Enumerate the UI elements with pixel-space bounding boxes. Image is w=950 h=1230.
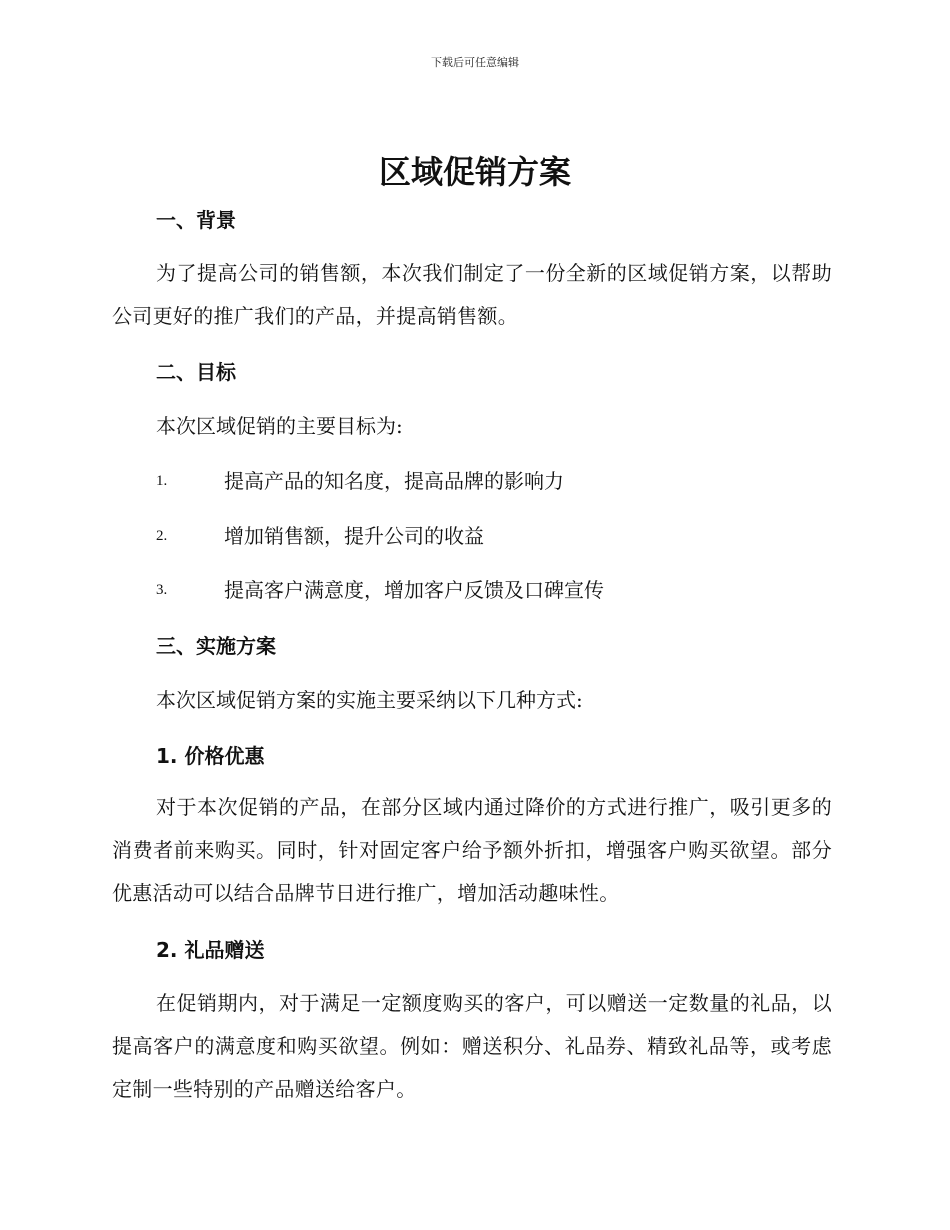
goal-list-item xyxy=(112,576,876,604)
goals-intro: 本次区域促销的主要目标为: xyxy=(156,414,403,438)
plan-intro: 本次区域促销方案的实施主要采纳以下几种方式: xyxy=(156,688,583,712)
page-header-note: 下载后可任意编辑 xyxy=(431,56,519,69)
goal-list-text: 提高产品的知名度，提高品牌的影响力 xyxy=(224,469,564,493)
section-heading-goals: 二、目标 xyxy=(156,360,236,384)
section-heading-plan: 三、实施方案 xyxy=(156,634,276,658)
goal-list-item xyxy=(112,467,876,495)
gift-giving-paragraph: 在促销期内，对于满足一定额度购买的客户，可以赠送一定数量的礼品，以提高客户的满意度和购买欲望。例如：赠送积分、礼品券、精致礼品等，或考虑定制一些特别的产品赠送给客户。 xyxy=(112,991,832,1101)
price-discount-paragraph: 对于本次促销的产品，在部分区域内通过降价的方式进行推广，吸引更多的消费者前来购买。同时，针对固定客户给予额外折扣，增强客户购买欲望。部分优惠活动可以结合品牌节日进行推广，增加活动趣味性。 xyxy=(112,795,832,905)
goal-list-number: 2. xyxy=(156,528,168,544)
subheading-gift-giving: 2. 礼品赠送 xyxy=(156,938,265,962)
background-paragraph: 为了提高公司的销售额，本次我们制定了一份全新的区域促销方案，以帮助公司更好的推广我们的产品，并提高销售额。 xyxy=(112,261,832,328)
section-heading-background: 一、背景 xyxy=(156,208,236,232)
goal-list-item xyxy=(112,522,876,550)
goal-list-number: 1. xyxy=(156,473,168,489)
goal-list-number: 3. xyxy=(156,582,168,598)
goal-list-text: 提高客户满意度，增加客户反馈及口碑宣传 xyxy=(224,578,604,602)
goal-list-text: 增加销售额，提升公司的收益 xyxy=(224,524,484,548)
document-title: 区域促销方案 xyxy=(378,153,571,191)
subheading-price-discount: 1. 价格优惠 xyxy=(156,744,265,768)
